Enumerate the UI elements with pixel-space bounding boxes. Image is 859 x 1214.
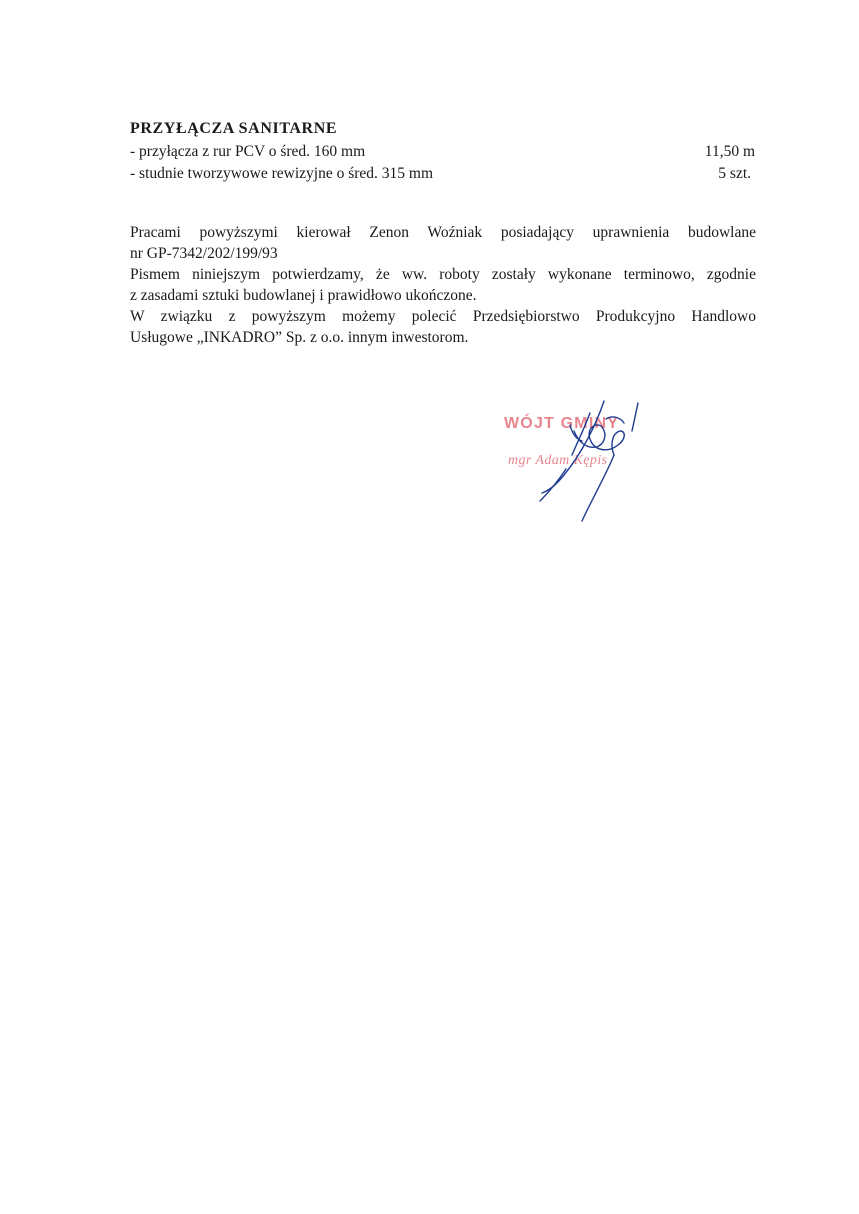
paragraph-line: W związku z powyższym możemy polecić Przedsiębiorstwo Produkcyjno Handlowo bbox=[130, 308, 756, 325]
item-row bbox=[130, 165, 755, 185]
handwritten-signature bbox=[486, 395, 661, 530]
item-quantity: 11,50 m bbox=[704, 143, 755, 160]
paragraph-line: nr GP-7342/202/199/93 bbox=[130, 245, 278, 262]
stamp-name: mgr Adam Kępis bbox=[508, 453, 608, 468]
section-title: PRZYŁĄCZA SANITARNE bbox=[130, 120, 338, 137]
item-row bbox=[130, 143, 755, 163]
item-description: - przyłącza z rur PCV o śred. 160 mm bbox=[130, 143, 366, 160]
paragraph-recommendation bbox=[130, 306, 756, 348]
paragraph-supervisor bbox=[130, 222, 756, 264]
stamp-title: WÓJT GMINY bbox=[504, 415, 620, 432]
paragraph-line: z zasadami sztuki budowlanej i prawidłowo ukończone. bbox=[130, 287, 477, 304]
official-stamp bbox=[486, 395, 661, 530]
paragraph-line: Pismem niniejszym potwierdzamy, że ww. roboty zostały wykonane terminowo, zgodnie bbox=[130, 266, 756, 283]
paragraph-line: Usługowe „INKADRO” Sp. z o.o. innym inwestorom. bbox=[130, 329, 469, 346]
paragraph-confirmation bbox=[130, 264, 756, 306]
item-quantity: 5 szt. bbox=[718, 165, 751, 182]
item-description: - studnie tworzywowe rewizyjne o śred. 315 mm bbox=[130, 165, 434, 182]
paragraph-line: Pracami powyższymi kierował Zenon Woźniak posiadający uprawnienia budowlane bbox=[130, 224, 756, 241]
